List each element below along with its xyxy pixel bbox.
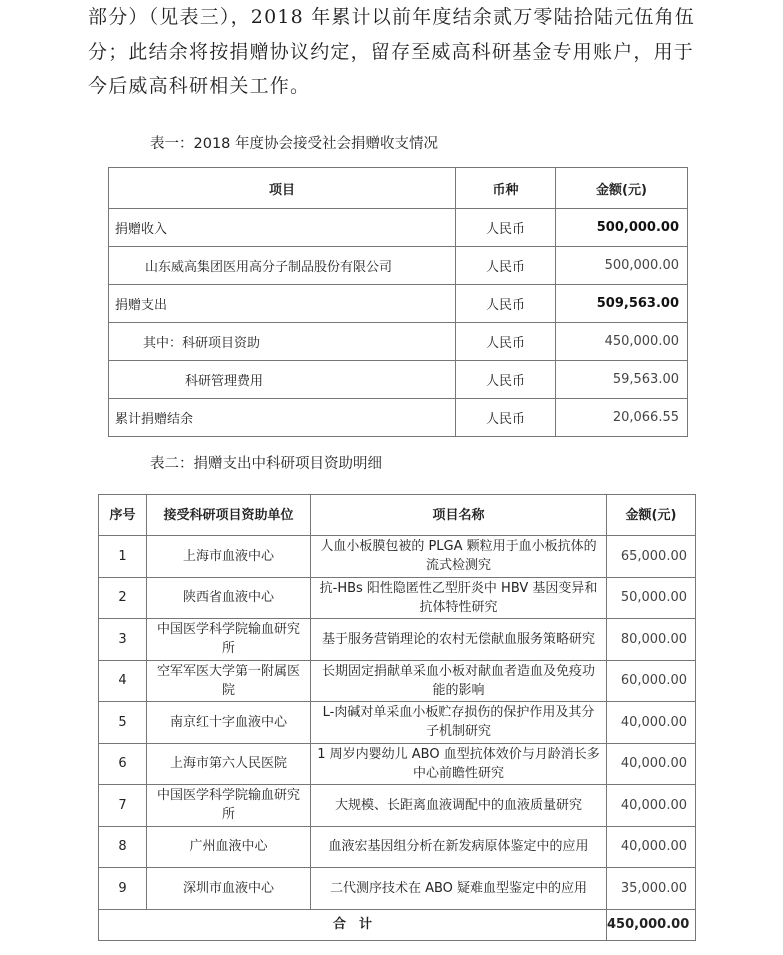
item-cell: 山东威高集团医用高分子制品股份有限公司 [109,247,456,285]
number-cell: 4 [99,660,147,702]
number-cell: 5 [99,702,147,744]
table-row [109,361,688,399]
header-item: 项目 [109,168,456,209]
number-cell: 8 [99,826,147,868]
currency-cell: 人民币 [456,399,556,437]
table-header-row [109,168,688,209]
project-cell: 基于服务营销理论的农村无偿献血服务策略研究 [311,619,607,661]
unit-cell: 中国医学科学院输血研究所 [147,785,311,827]
table-row [99,536,696,578]
table2-caption: 表二：捐赠支出中科研项目资助明细 [150,456,382,472]
currency-cell: 人民币 [456,285,556,323]
project-cell: 血液宏基因组分析在新发病原体鉴定中的应用 [311,826,607,868]
unit-cell: 广州血液中心 [147,826,311,868]
amount-cell: 500,000.00 [556,209,688,247]
table1-caption: 表一：2018 年度协会接受社会捐赠收支情况 [150,136,439,152]
donation-summary-table [108,167,688,437]
number-cell: 9 [99,868,147,910]
number-cell: 2 [99,577,147,619]
table-row [99,660,696,702]
currency-cell: 人民币 [456,361,556,399]
intro-paragraph [88,0,728,104]
project-cell: L-肉碱对单采血小板贮存损伤的保护作用及其分子机制研究 [311,702,607,744]
table-row [109,323,688,361]
amount-cell: 509,563.00 [556,285,688,323]
amount-cell: 500,000.00 [556,247,688,285]
research-grant-table [98,494,696,941]
currency-cell: 人民币 [456,323,556,361]
number-cell: 1 [99,536,147,578]
intro-line: 今后威高科研相关工作。 [88,75,311,97]
intro-line: 部分）（见表三），2018 年累计以前年度结余贰万零陆拾陆元伍角伍 [88,6,695,28]
number-cell: 3 [99,619,147,661]
project-cell: 人血小板膜包被的 PLGA 颗粒用于血小板抗体的流式检测究 [311,536,607,578]
project-cell: 大规模、长距离血液调配中的血液质量研究 [311,785,607,827]
table-row [99,785,696,827]
table-row [99,619,696,661]
intro-line: 分；此结余将按捐赠协议约定，留存至威高科研基金专用账户，用于 [88,40,695,63]
unit-cell: 上海市第六人民医院 [147,743,311,785]
header-project: 项目名称 [311,495,607,536]
currency-cell: 人民币 [456,209,556,247]
unit-cell: 南京红十字血液中心 [147,702,311,744]
table-row [109,209,688,247]
number-cell: 6 [99,743,147,785]
project-cell: 抗-HBs 阳性隐匿性乙型肝炎中 HBV 基因变异和抗体特性研究 [311,577,607,619]
unit-cell: 空军军医大学第一附属医院 [147,660,311,702]
total-row [99,909,696,940]
unit-cell: 上海市血液中心 [147,536,311,578]
table-header-row [99,495,696,536]
item-cell: 累计捐赠结余 [109,399,456,437]
item-cell: 捐赠支出 [109,285,456,323]
table-row [99,743,696,785]
table-row [99,826,696,868]
header-unit: 接受科研项目资助单位 [147,495,311,536]
header-amount: 金额(元) [556,168,688,209]
table-row [99,577,696,619]
table-row [99,702,696,744]
table-row [109,247,688,285]
item-cell: 科研管理费用 [109,361,456,399]
amount-cell: 60,000.00 [607,660,696,702]
amount-cell: 65,000.00 [607,536,696,578]
header-number: 序号 [99,495,147,536]
unit-cell: 中国医学科学院输血研究所 [147,619,311,661]
table-row [109,285,688,323]
item-cell: 其中：科研项目资助 [109,323,456,361]
header-currency: 币种 [456,168,556,209]
currency-cell: 人民币 [456,247,556,285]
amount-cell: 40,000.00 [607,743,696,785]
amount-cell: 40,000.00 [607,785,696,827]
amount-cell: 20,066.55 [556,399,688,437]
amount-cell: 35,000.00 [607,868,696,910]
item-cell: 捐赠收入 [109,209,456,247]
total-label: 合 计 [99,909,607,940]
amount-cell: 59,563.00 [556,361,688,399]
unit-cell: 陕西省血液中心 [147,577,311,619]
amount-cell: 50,000.00 [607,577,696,619]
table-row [99,868,696,910]
amount-cell: 40,000.00 [607,702,696,744]
amount-cell: 40,000.00 [607,826,696,868]
header-amount: 金额(元) [607,495,696,536]
project-cell: 二代测序技术在 ABO 疑难血型鉴定中的应用 [311,868,607,910]
amount-cell: 450,000.00 [556,323,688,361]
project-cell: 1 周岁内婴幼儿 ABO 血型抗体效价与月龄消长多中心前瞻性研究 [311,743,607,785]
amount-cell: 80,000.00 [607,619,696,661]
table-row [109,399,688,437]
number-cell: 7 [99,785,147,827]
total-amount: 450,000.00 [607,909,696,940]
unit-cell: 深圳市血液中心 [147,868,311,910]
project-cell: 长期固定捐献单采血小板对献血者造血及免疫功能的影响 [311,660,607,702]
